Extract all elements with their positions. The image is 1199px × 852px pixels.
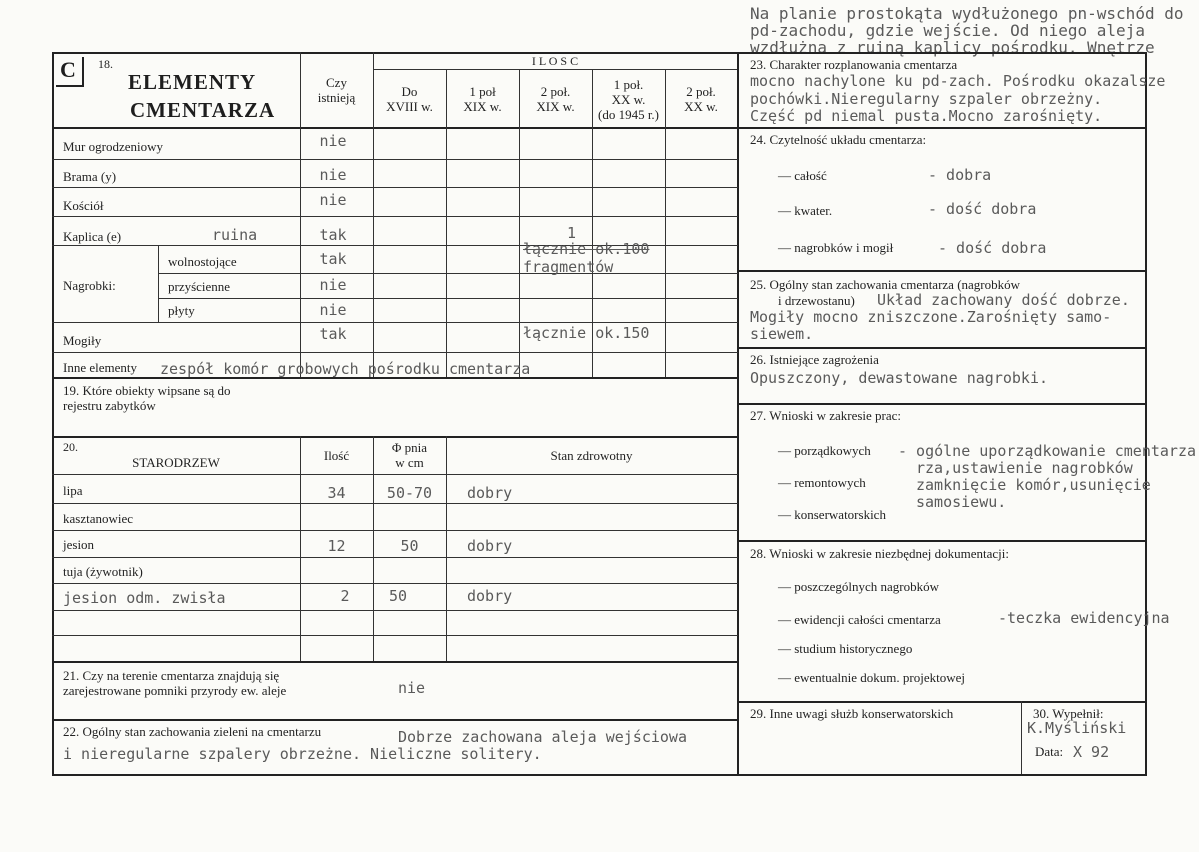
section-number: 18. (98, 57, 113, 71)
kaplica-label: Kaplica (e) (63, 229, 122, 244)
col-1-xx-1: 1 poł. (613, 77, 644, 92)
s25-value-2: Mogiły mocno zniszczone.Zarośnięty samo- (750, 308, 1112, 326)
col-2-xix-2: XIX w. (536, 99, 575, 114)
kosciol-label: Kościół (63, 198, 104, 213)
s19-label-2: rejestru zabytków (63, 398, 156, 413)
brama-label: Brama (y) (63, 169, 117, 184)
istnieja-label: istnieją (317, 90, 356, 105)
s20-stan: Stan zdrowotny (550, 448, 633, 463)
s27-konserwatorskich: — konserwatorskich (778, 507, 886, 522)
s23-value-3: Część pd niemal pusta.Mocno zarośnięty. (750, 107, 1103, 125)
kosciol-value: nie (319, 191, 347, 209)
col-1-xx-2: XX w. (611, 92, 646, 107)
s26-label: 26. Istniejące zagrożenia (750, 352, 879, 367)
s21-label-1: 21. Czy na terenie cmentarza znajdują się (63, 668, 280, 683)
s25-value-3: siewem. (750, 325, 814, 343)
section-letter: C (60, 57, 76, 82)
col-do-xviii-1: Do (401, 84, 418, 99)
s25-label-1: 25. Ogólny stan zachowania cmentarza (nagrobków (750, 277, 1021, 292)
s24-nagrobkow-value: - dość dobra (938, 239, 1047, 257)
inne-value: zespół komór grobowych pośrodku cmentarza (160, 360, 531, 378)
s27-label: 27. Wnioski w zakresie prac: (750, 408, 902, 423)
col-do-xviii-2: XVIII w. (386, 99, 433, 114)
col-2-xx-1: 2 poł. (686, 84, 716, 99)
s28-projektowej: — ewentualnie dokum. projektowej (778, 670, 966, 685)
wolnostojace-value: tak (319, 250, 347, 268)
tree-name-kasztanowiec: kasztanowiec (63, 511, 134, 526)
brama-value: nie (319, 166, 347, 184)
s20-pnia-2: w cm (395, 455, 424, 470)
s21-label-2: zarejestrowane pomniki przyrody ew. aleje (63, 683, 287, 698)
tree-name-jesion-zwisla: jesion odm. zwisła (63, 589, 226, 607)
s19-label-1: 19. Które obiekty wipsane są do (63, 383, 231, 398)
col-2-xix-1: 2 poł. (540, 84, 571, 99)
wolnostojace-label: wolnostojące (168, 254, 237, 269)
s29-label: 29. Inne uwagi służb konserwatorskich (750, 706, 954, 721)
plyty-value: nie (319, 301, 347, 319)
s26-value: Opuszczony, dewastowane nagrobki. (750, 369, 1049, 387)
s23-label: 23. Charakter rozplanowania cmentarza (750, 57, 958, 72)
s28-studium: — studium historycznego (778, 641, 913, 656)
s25-label-2: i drzewostanu) (778, 293, 855, 308)
inne-label: Inne elementy (63, 360, 137, 375)
nagrobki-label: Nagrobki: (63, 278, 116, 293)
s30-data-value: X 92 (1073, 743, 1110, 761)
s24-kwater: — kwater. (778, 203, 833, 218)
title-elementy: ELEMENTY (128, 70, 257, 94)
przyscienne-label: przyścienne (168, 279, 231, 294)
tree-pnia-jesion: 50 (400, 537, 419, 555)
s24-label: 24. Czytelność układu cmentarza: (750, 132, 927, 147)
s25-value-1: Układ zachowany dość dobrze. (877, 291, 1130, 309)
przyscienne-value: nie (319, 276, 347, 294)
s28-label: 28. Wnioski w zakresie niezbędnej dokumentacji: (750, 546, 1009, 561)
s20-pnia-1: Φ pnia (391, 440, 428, 455)
tree-stan-lipa: dobry (467, 484, 513, 502)
s27-value-2: rza,ustawienie nagrobków (916, 459, 1133, 477)
col-1-xix-2: XIX w. (463, 99, 502, 114)
title-cmentarza: CMENTARZA (130, 98, 276, 122)
s24-kwater-value: - dość dobra (928, 200, 1037, 218)
kaplica-value: tak (319, 226, 347, 244)
s30-data-label: Data: (1035, 744, 1064, 759)
s27-value-4: samosiewu. (916, 493, 1007, 511)
s28-ewidencji: — ewidencji całości cmentarza (778, 612, 941, 627)
col-1-xix-1: 1 poł (469, 84, 496, 99)
s24-calosc-value: - dobra (928, 166, 992, 184)
s20-title: STARODRZEW (132, 455, 220, 470)
s28-ewidencji-value: -teczka ewidencyjna (998, 609, 1170, 627)
kaplica-note: ruina (212, 226, 258, 244)
top-note-line1: Na planie prostokąta wydłużonego pn-wschód do (750, 4, 1184, 23)
tree-name-tuja: tuja (żywotnik) (63, 564, 143, 579)
s22-label: 22. Ogólny stan zachowania zieleni na cmentarzu (63, 724, 322, 739)
tree-stan-jesion-zwisla: dobry (467, 587, 513, 605)
s27-value-1: - ogólne uporządkowanie cmentarza (898, 442, 1197, 460)
s27-porzadkowych: — porządkowych (778, 443, 871, 458)
top-note-line3: wzdłużna z ruiną kaplicy pośrodku. Wnętrze (750, 38, 1155, 57)
s30-name: K.Myśliński (1027, 719, 1127, 737)
top-note-line2: pd-zachodu, gdzie wejście. Od niego aleja (750, 21, 1145, 40)
s30-label: 30. Wypełnił: (1033, 706, 1104, 721)
mur-value: nie (319, 132, 347, 150)
tree-ilosc-lipa: 34 (327, 484, 346, 502)
mogily-label: Mogiły (63, 333, 102, 348)
tree-ilosc-jesion-zwisla: 2 (340, 587, 350, 605)
tree-name-lipa: lipa (63, 483, 83, 498)
s27-value-3: zamknięcie komór,usunięcie (916, 476, 1151, 494)
s23-value-2: pochówki.Nieregularny szpaler obrzeżny. (750, 90, 1103, 108)
tree-pnia-jesion-zwisla: 50 (388, 587, 408, 605)
mogily-value: tak (319, 325, 347, 343)
col-1-xx-3: (do 1945 r.) (597, 107, 660, 122)
s24-calosc: — całość (778, 168, 827, 183)
ilosc-header: I L O S C (531, 54, 579, 68)
mur-label: Mur ogrodzeniowy (63, 139, 164, 154)
kaplica-lacznie: łącznie ok.100 (523, 240, 650, 258)
tree-pnia-lipa: 50-70 (386, 484, 433, 502)
s21-value: nie (398, 679, 426, 697)
tree-stan-jesion: dobry (467, 537, 513, 555)
s20-number: 20. (63, 440, 78, 454)
s24-nagrobkow: — nagrobków i mogił (778, 240, 894, 255)
plyty-label: płyty (168, 303, 195, 318)
s27-remontowych: — remontowych (778, 475, 866, 490)
s22-value-1: Dobrze zachowana aleja wejściowa (398, 728, 687, 746)
s28-nagrobkow: — poszczególnych nagrobków (778, 579, 940, 594)
col-2-xx-2: XX w. (684, 99, 718, 114)
kaplica-fragmentow: fragmentów (523, 258, 614, 276)
tree-ilosc-jesion: 12 (327, 537, 346, 555)
s23-value-1: mocno nachylone ku pd-zach. Pośrodku okazalsze (750, 72, 1166, 90)
s22-value-2: i nieregularne szpalery obrzeżne. Nieliczne solitery. (63, 745, 542, 763)
czy-label: Czy (326, 75, 347, 90)
s20-ilosc: Ilość (323, 448, 350, 463)
mogily-lacznie: łącznie ok.150 (523, 324, 650, 342)
kaplica-count: 1 (567, 224, 577, 242)
tree-name-jesion: jesion (63, 537, 95, 552)
